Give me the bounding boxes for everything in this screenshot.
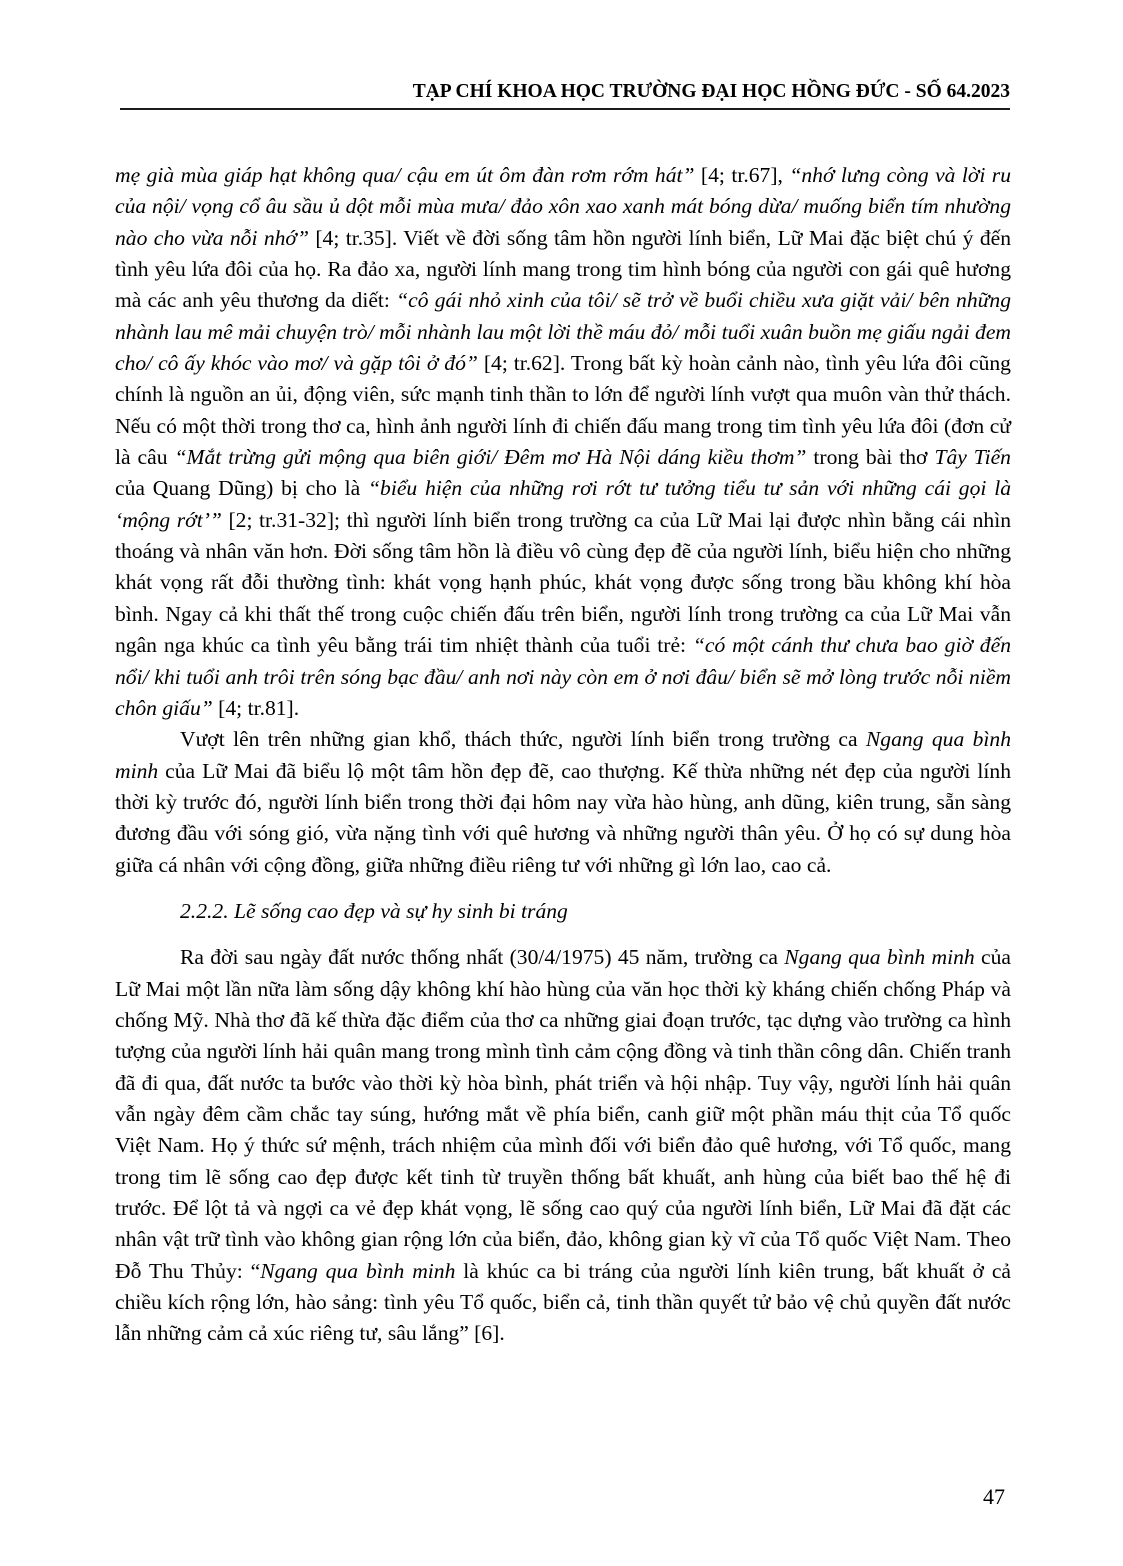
text-run: mẹ già mùa giáp hạt không qua/ cậu em út ôm đàn rơm rớm hát” xyxy=(115,163,695,187)
paragraph xyxy=(115,942,1011,1349)
text-run: [4; tr.67], xyxy=(694,163,790,187)
text-run: Ngang qua bình minh xyxy=(784,945,975,970)
text-run: Ngang qua bình minh xyxy=(115,727,1011,783)
text-run: “Mắt trừng gửi mộng qua biên giới/ Đêm mơ Hà Nội dáng kiều thơm” xyxy=(174,445,807,470)
text-run: “nhớ lưng còng và lời ru của nội/ vọng cổ âu sầu ủ dột mỗi mùa mưa/ đảo xôn xao xanh mát bóng dừa/ muống biển tím nhường nào cho vừa nỗi nhớ” xyxy=(115,163,1012,250)
text-run: [2; tr.31-32]; thì người lính biển trong trường ca của Lữ Mai lại được nhìn bằng cái nhìn thoáng và nhân văn hơn. Đời sống tâm hồn là điều vô cùng đẹp đẽ của người lính, biểu hiện cho những khát vọng rất đỗi thường tình: khát vọng hạnh phúc, khát vọng được sống trong bầu không khí hòa bình. Ngay cả khi thất thế trong cuộc chiến đấu trên biển, người lính trong trường ca của Lữ Mai vẫn ngân nga khúc ca tình yêu bằng trái tim nhiệt thành của tuổi trẻ: xyxy=(115,507,1011,658)
text-run: 2.2.2. Lẽ sống cao đẹp và sự hy sinh bi tráng xyxy=(180,898,568,923)
text-run: Tây Tiến xyxy=(934,445,1011,470)
text-run: “biểu hiện của những rơi rớt tư tưởng tiểu tư sản với những cái gọi là ‘mộng rớt’” xyxy=(115,476,1011,532)
text-run: là khúc ca bi tráng của người lính kiên trung, bất khuất ở cả chiều kích rộng lớn, hào sảng: tình yêu Tổ quốc, biển cả, tinh thần quyết tử bảo vệ chủ quyền đất nước lẫn những cảm cả xúc riêng tư, sâu lắng” [6]. xyxy=(115,1258,1011,1346)
journal-header-title: TẠP CHÍ KHOA HỌC TRƯỜNG ĐẠI HỌC HỒNG ĐỨC - SỐ 64.2023 xyxy=(412,81,1010,102)
text-run: của Quang Dũng) bị cho là xyxy=(115,476,369,501)
header-rule xyxy=(120,108,1010,110)
paragraph xyxy=(115,724,1011,881)
text-run: [4; tr.62]. Trong bất kỳ hoàn cảnh nào, tình yêu lứa đôi cũng chính là nguồn an ủi, động viên, sức mạnh tinh thần to lớn để người lính vượt qua muôn vàn thử thách. Nếu có một thời trong thơ ca, hình ảnh người lính đi chiến đấu mang trong tim tình yêu lứa đôi (đơn cử là câu xyxy=(115,351,1011,470)
text-run: “cô gái nhỏ xinh của tôi/ sẽ trở về buổi chiều xưa giặt vải/ bên những nhành lau mê mải chuyện trò/ mỗi nhành lau một lời thề máu đỏ/ mỗi tuổi xuân buồn mẹ giấu ngải đem cho/ cô ấy khóc vào mơ/ và gặp tôi ở đó” xyxy=(115,288,1011,376)
text-run: của Lữ Mai một lần nữa làm sống dậy không khí hào hùng của văn học thời kỳ kháng chiến chống Pháp và chống Mỹ. Nhà thơ đã kế thừa đặc điểm của thơ ca những giai đoạn trước, tạc dựng vào trường ca hình tượng của người lính hải quân mang trong mình tình cảm cộng đồng và tinh thần công dân. Chiến tranh đã đi qua, đất nước ta bước vào thời kỳ hòa bình, phát triển và hội nhập. Tuy vậy, người lính hải quân vẫn ngày đêm cầm chắc tay súng, hướng mắt về phía biển, canh giữ một phần máu thịt của Tổ quốc Việt Nam. Họ ý thức sứ mệnh, trách nhiệm của mình đối với biển đảo quê hương, với Tổ quốc, mang trong tim lẽ sống cao đẹp được kết tinh từ truyền thống bất khuất, anh hùng của biết bao thế hệ đi trước. Để lột tả và ngợi ca vẻ đẹp khát vọng, lẽ sống cao quý của người lính biển, Lữ Mai đã đặt các nhân vật trữ tình vào không gian rộng lớn của biển, đảo, không gian kỳ vĩ của Tổ quốc Việt Nam. Theo Đỗ Thu Thủy: “ xyxy=(115,945,1011,1283)
paragraph xyxy=(115,160,1011,724)
text-run: trong bài thơ xyxy=(806,445,935,470)
text-run: “có một cánh thư chưa bao giờ đến nổi/ khi tuổi anh trôi trên sóng bạc đầu/ anh nơi này còn em ở nơi đâu/ biển sẽ mở lòng trước nỗi niềm chôn giấu” xyxy=(115,633,1011,720)
text-run: [4; tr.81]. xyxy=(212,695,300,720)
text-run: Vượt lên trên những gian khổ, thách thức, người lính biển trong trường ca xyxy=(180,727,866,752)
page-number: 47 xyxy=(983,1484,1005,1509)
text-run: của Lữ Mai đã biểu lộ một tâm hồn đẹp đẽ, cao thượng. Kế thừa những nét đẹp của người lính thời kỳ trước đó, người lính biển trong thời đại hôm nay vừa hào hùng, anh dũng, kiên trung, sẵn sàng đương đầu với sóng gió, vừa nặng tình với quê hương và những người thân yêu. Ở họ có sự dung hòa giữa cá nhân với cộng đồng, giữa những điều riêng tư với những gì lớn lao, cao cả. xyxy=(115,758,1011,877)
text-run: Ra đời sau ngày đất nước thống nhất (30/4/1975) 45 năm, trường ca xyxy=(180,945,785,970)
document-body xyxy=(115,160,1011,1350)
text-run: Ngang qua bình minh xyxy=(260,1258,456,1283)
section-heading xyxy=(115,896,1011,927)
text-run: [4; tr.35]. Viết về đời sống tâm hồn người lính biển, Lữ Mai đặc biệt chú ý đến tình yêu lứa đôi của họ. Ra đảo xa, người lính mang trong tim hình bóng của người con gái quê hương mà các anh yêu thương da diết: xyxy=(115,225,1011,313)
